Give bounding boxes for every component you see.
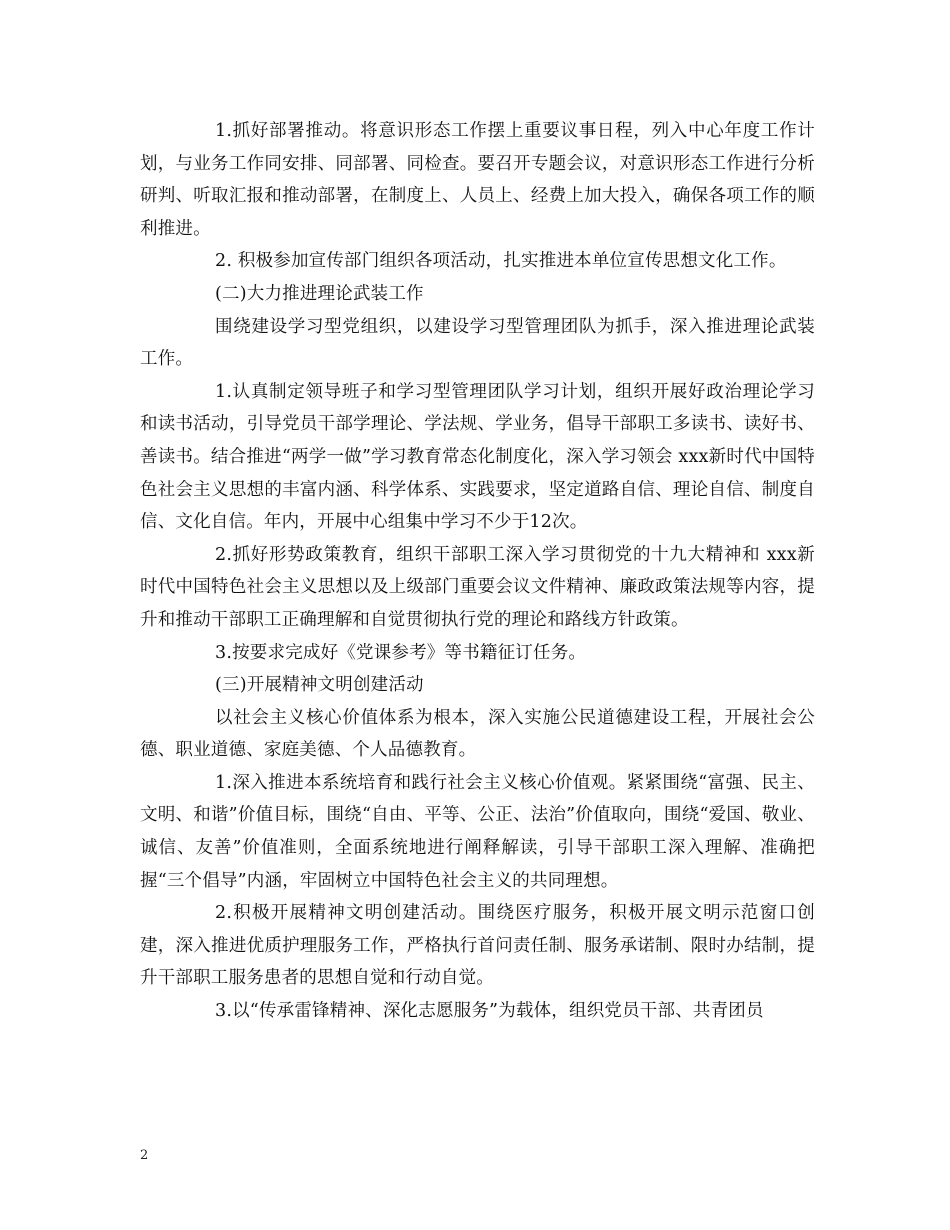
document-body (140, 115, 815, 1028)
paragraph: 2.抓好形势政策教育，组织干部职工深入学习贯彻党的十九大精神和 xxx新时代中国特色社会主义思想以及上级部门重要会议文件精神、廉政政策法规等内容，提升和推动干部职工正确理解和自觉贯彻执行党的理论和路线方针政策。 (140, 544, 815, 630)
paragraph: 1.认真制定领导班子和学习型管理团队学习计划，组织开展好政治理论学习和读书活动，引导党员干部学理论、学法规、学业务，倡导干部职工多读书、读好书、善读书。结合推进“两学一做”学习教育常态化制度化，深入学习领会 xxx新时代中国特色社会主义思想的丰富内涵、科学体系、实践要求，坚定道路自信、理论自信、制度自信、文化自信。年内，开展中心组集中学习不少于12次。 (140, 381, 815, 533)
paragraph: 围绕建设学习型党组织，以建设学习型管理团队为抓手，深入推进理论武装工作。 (140, 316, 815, 370)
paragraph: 1.抓好部署推动。将意识形态工作摆上重要议事日程，列入中心年度工作计划，与业务工作同安排、同部署、同检查。要召开专题会议，对意识形态工作进行分析研判、听取汇报和推动部署，在制度上、人员上、经费上加大投入，确保各项工作的顺利推进。 (140, 121, 815, 239)
paragraph: 以社会主义核心价值体系为根本，深入实施公民道德建设工程，开展社会公德、职业道德、家庭美德、个人品德教育。 (140, 707, 815, 761)
section-heading: (三)开展精神文明创建活动 (215, 675, 424, 696)
paragraph: 3.以“传承雷锋精神、深化志愿服务”为载体，组织党员干部、共青团员 (215, 1001, 764, 1022)
section-heading: (二)大力推进理论武装工作 (215, 283, 424, 304)
paragraph: 1.深入推进本系统培育和践行社会主义核心价值观。紧紧围绕“富强、民主、文明、和谐”价值目标，围绕“自由、平等、公正、法治”价值取向，围绕“爱国、敬业、诚信、友善”价值准则，全面系统地进行阐释解读，引导干部职工深入理解、准确把握“三个倡导”内涵，牢固树立中国特色社会主义的共同理想。 (140, 772, 815, 891)
paragraph: 3.按要求完成好《党课参考》等书籍征订任务。 (215, 642, 587, 663)
page-number: 2 (140, 1148, 149, 1163)
paragraph: 2.积极开展精神文明创建活动。围绕医疗服务，积极开展文明示范窗口创建，深入推进优质护理服务工作，严格执行首问责任制、服务承诺制、限时办结制，提升干部职工服务患者的思想自觉和行动自觉。 (140, 903, 815, 989)
paragraph: 2. 积极参加宣传部门组织各项活动，扎实推进本单位宣传思想文化工作。 (215, 251, 787, 272)
